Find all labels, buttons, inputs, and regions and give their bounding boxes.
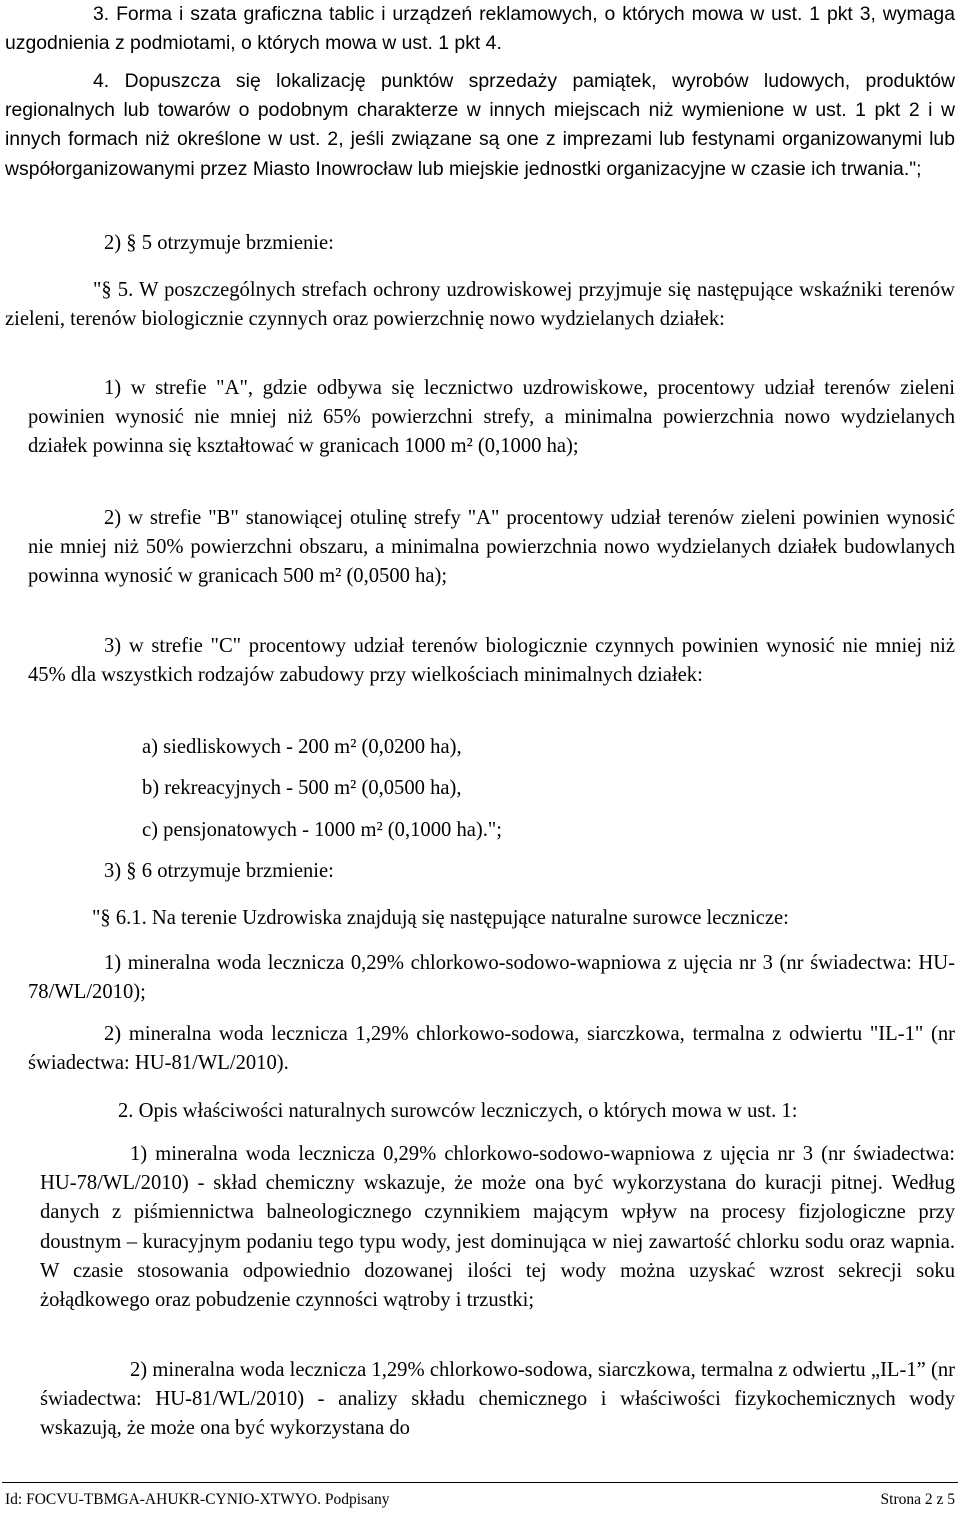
footer-page-number: Strona 2 z 5 [880, 1491, 955, 1508]
list-item-a: a) siedliskowych - 200 m² (0,0200 ha), [142, 736, 462, 758]
paragraph-description-2: 2) mineralna woda lecznicza 1,29% chlorkowo-sodowa, siarczkowa, termalna z odwiertu „IL-1” (nr świadectwa: HU-81/WL/2010) - analizy składu chemicznego i właściwości fizykochemicznych wody wskazują, że może ona być wykorzystana do [40, 1359, 955, 1440]
list-item-c: c) pensjonatowych - 1000 m² (0,1000 ha)."; [142, 819, 503, 841]
paragraph-description-1: 1) mineralna woda lecznicza 0,29% chlorkowo-sodowo-wapniowa z ujęcia nr 3 (nr świadectwa: HU-78/WL/2010) - skład chemiczny wskazuje, że może ona być wykorzystana do kuracji pitnej. Według danych z piśmiennictwa balneologicznego czynnikiem mającym wpływ na procesy fizjologiczne przy doustnym – kuracyjnym podaniu tego typu wody, jest dominująca w niej zawartość chlorku sodu oraz wapnia. W czasie stosowania odpowiednio dozowanej ilości tej wody można uzyskać wzrost sekrecji soku żołądkowego oraz pobudzenie czynności wątroby i trzustki; [40, 1143, 955, 1312]
amendment-point-2: 2) § 5 otrzymuje brzmienie: [104, 232, 334, 254]
footer-divider [2, 1482, 958, 1483]
paragraph-section-3: 3. Forma i szata graficzna tablic i urządzeń reklamowych, o których mowa w ust. 1 pkt 3, wymaga uzgodnienia z podmiotami, o których mowa w ust. 1 pkt 4. [5, 3, 955, 55]
paragraph-par-5: "§ 5. W poszczególnych strefach ochrony uzdrowiskowej przyjmuje się następujące wskaźniki terenów zieleni, terenów biologicznie czynnych oraz powierzchnię nowo wydzielanych działek: [5, 279, 955, 331]
paragraph-zone-a: 1) w strefie "A", gdzie odbywa się lecznictwo uzdrowiskowe, procentowy udział terenów zieleni powinien wynosić nie mniej niż 65% powierzchni strefy, a minimalna powierzchnia nowo wydzielanych działek powinna się kształtować w granicach 1000 m² (0,1000 ha); [28, 377, 955, 458]
paragraph-section-4: 4. Dopuszcza się lokalizację punktów sprzedaży pamiątek, wyrobów ludowych, produktów regionalnych lub towarów o podobnym charakterze w innych miejscach niż wymienione w ust. 1 pkt 2 i w innych formach niż określone w ust. 2, jeśli związane są one z imprezami lub festynami organizowanymi lub współorganizowanymi przez Miasto Inowrocław lub miejskie jednostki organizacyjne w czasie ich trwania."; [5, 70, 955, 180]
list-item-b: b) rekreacyjnych - 500 m² (0,0500 ha), [142, 777, 462, 799]
footer-document-id: Id: FOCVU-TBMGA-AHUKR-CYNIO-XTWYO. Podpisany [5, 1491, 390, 1508]
amendment-point-3: 3) § 6 otrzymuje brzmienie: [104, 860, 334, 882]
paragraph-zone-c: 3) w strefie "C" procentowy udział terenów biologicznie czynnych powinien wynosić nie mniej niż 45% dla wszystkich rodzajów zabudowy przy wielkościach minimalnych działek: [28, 635, 955, 687]
paragraph-description-heading: 2. Opis właściwości naturalnych surowców leczniczych, o których mowa w ust. 1: [118, 1100, 798, 1122]
paragraph-resource-1: 1) mineralna woda lecznicza 0,29% chlorkowo-sodowo-wapniowa z ujęcia nr 3 (nr świadectwa: HU-78/WL/2010); [28, 952, 955, 1004]
paragraph-zone-b: 2) w strefie "B" stanowiącej otulinę strefy "A" procentowy udział terenów zieleni powinien wynosić nie mniej niż 50% powierzchni obszaru, a minimalna powierzchnia nowo wydzielanych działek budowlanych powinna wynosić w granicach 500 m² (0,0500 ha); [28, 507, 955, 588]
paragraph-resource-2: 2) mineralna woda lecznicza 1,29% chlorkowo-sodowa, siarczkowa, termalna z odwiertu "IL-1" (nr świadectwa: HU-81/WL/2010). [28, 1023, 955, 1075]
paragraph-par-6-1: "§ 6.1. Na terenie Uzdrowiska znajdują się następujące naturalne surowce lecznicze: [92, 907, 789, 929]
